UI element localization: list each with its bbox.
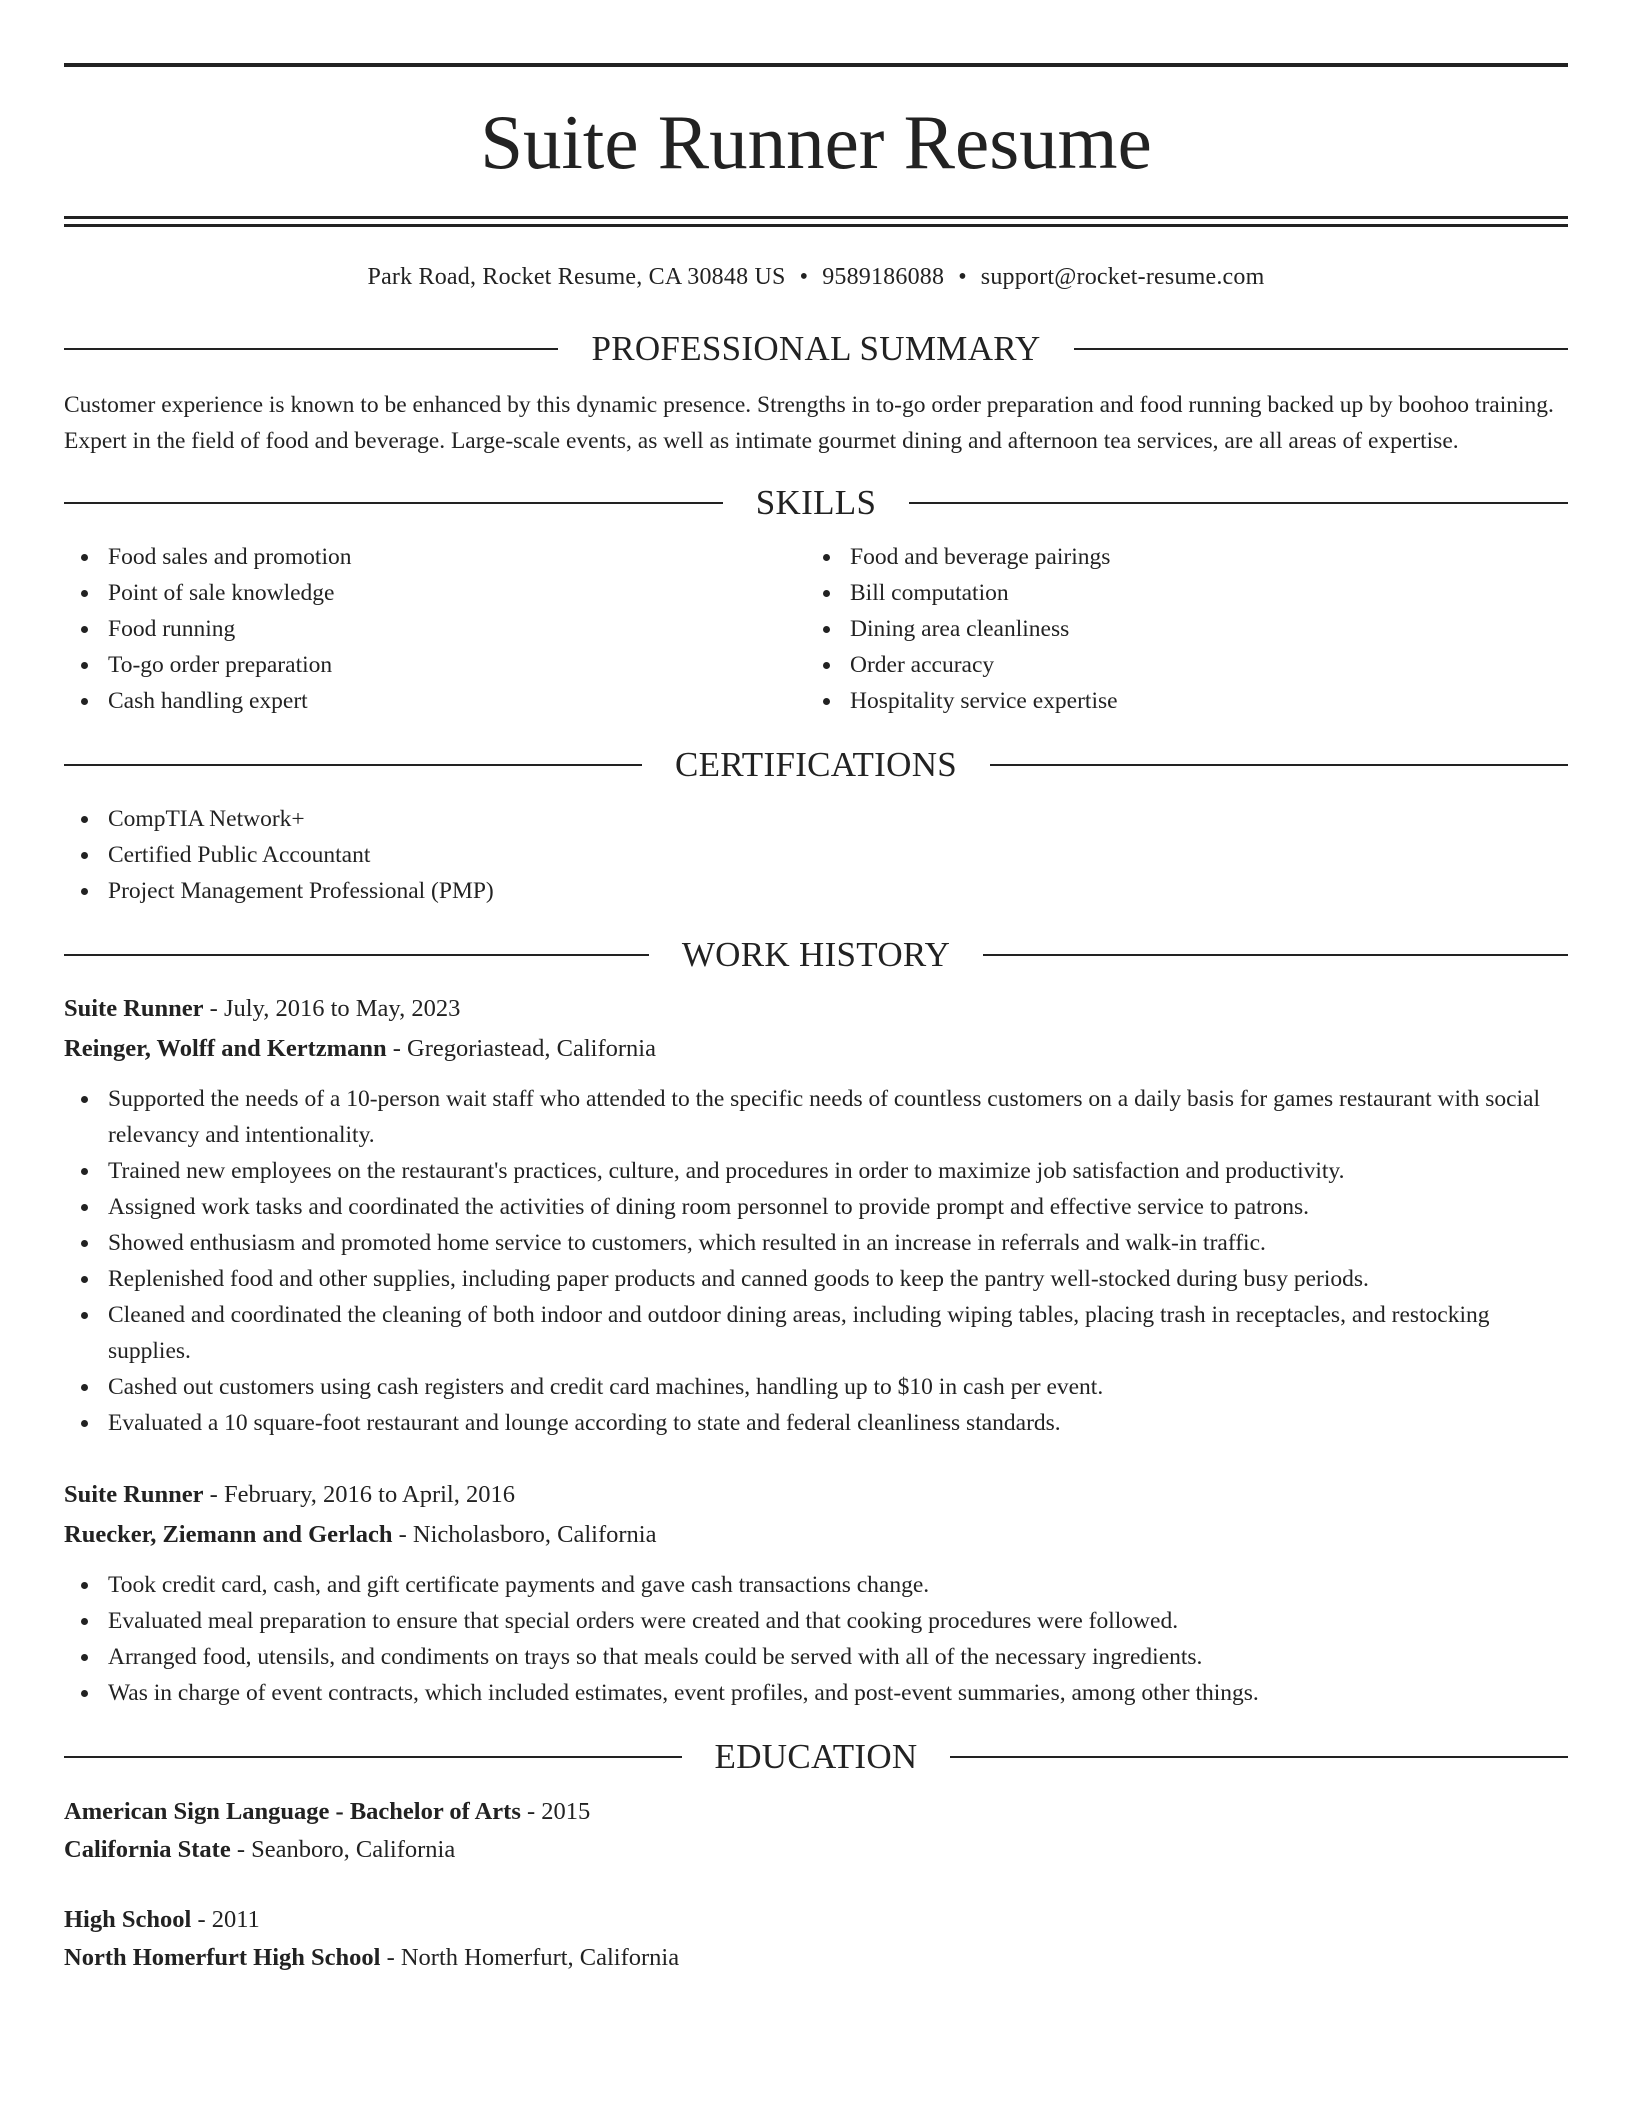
section-rule [64,348,558,350]
section-header-summary [64,327,1568,371]
list-item: Certified Public Accountant [64,837,1568,873]
section-header-work-history [64,933,1568,977]
contact-separator: • [799,264,809,290]
section-rule [64,954,649,956]
list-item: Arranged food, utensils, and condiments on trays so that meals could be served with all of the necessary ingredients. [64,1639,1568,1675]
section-title: WORK HISTORY [681,935,951,974]
list-item: Took credit card, cash, and gift certificate payments and gave cash transactions change. [64,1567,1568,1603]
education-school: California State [64,1836,231,1863]
contact-line [64,261,1568,293]
list-item: Point of sale knowledge [64,575,806,611]
section-title: CERTIFICATIONS [674,745,958,784]
education-year: - 2015 [520,1798,591,1825]
list-item: Bill computation [806,575,1548,611]
list-item: CompTIA Network+ [64,801,1568,837]
section-header-skills [64,481,1568,525]
job-bullets [64,1567,1568,1711]
section-header-education [64,1735,1568,1779]
job-company-line [64,1029,1568,1069]
list-item: Food and beverage pairings [806,539,1548,575]
skills-list-left [64,539,806,719]
job-company: Reinger, Wolff and Kertzmann [64,1035,387,1062]
contact-separator: • [958,264,967,290]
education-school-line [64,1939,1568,1977]
contact-email: support@rocket-resume.com [980,264,1265,290]
education-year: - 2011 [191,1906,260,1933]
list-item: Trained new employees on the restaurant's practices, culture, and procedures in order to maximize job satisfaction and productivity. [64,1153,1568,1189]
job-entry [64,1475,1568,1711]
list-item: Was in charge of event contracts, which included estimates, event profiles, and post-event summaries, among other things. [64,1675,1568,1711]
education-entry [64,1901,1568,1977]
list-item: Supported the needs of a 10-person wait staff who attended to the specific needs of countless customers on a daily basis for games restaurant with social relevancy and intentionality. [64,1081,1568,1153]
skills-grid [64,539,1568,719]
education-degree: American Sign Language - Bachelor of Arts [64,1798,521,1825]
job-title: Suite Runner [64,1481,204,1508]
education-degree-line [64,1793,1568,1831]
list-item: Cleaned and coordinated the cleaning of both indoor and outdoor dining areas, including wiping tables, placing trash in receptacles, and restocking supplies. [64,1297,1568,1369]
education-location: - Seanboro, California [230,1836,456,1863]
contact-phone: 9589186088 [822,264,945,290]
job-location: - Gregoriastead, California [386,1035,656,1062]
job-location: - Nicholasboro, California [392,1521,657,1548]
section-title: EDUCATION [714,1737,918,1776]
section-title: PROFESSIONAL SUMMARY [591,329,1041,368]
section-rule [909,502,1568,504]
job-title-line [64,1475,1568,1515]
list-item: Showed enthusiasm and promoted home service to customers, which resulted in an increase in referrals and walk-in traffic. [64,1225,1568,1261]
list-item: To-go order preparation [64,647,806,683]
skills-list-right [806,539,1548,719]
job-entry [64,989,1568,1441]
education-school: North Homerfurt High School [64,1944,381,1971]
list-item: Evaluated a 10 square-foot restaurant and lounge according to state and federal cleanliness standards. [64,1405,1568,1441]
list-item: Cashed out customers using cash registers and credit card machines, handling up to $10 in cash per event. [64,1369,1568,1405]
list-item: Order accuracy [806,647,1548,683]
contact-address: Park Road, Rocket Resume, CA 30848 US [367,264,786,290]
section-rule [1074,348,1568,350]
job-dates: - February, 2016 to April, 2016 [203,1481,515,1508]
list-item: Replenished food and other supplies, including paper products and canned goods to keep the pantry well-stocked during busy periods. [64,1261,1568,1297]
section-rule [64,1756,682,1758]
list-item: Evaluated meal preparation to ensure that special orders were created and that cooking procedures were followed. [64,1603,1568,1639]
list-item: Assigned work tasks and coordinated the activities of dining room personnel to provide prompt and effective service to patrons. [64,1189,1568,1225]
title-double-rule [64,216,1568,227]
job-bullets [64,1081,1568,1441]
section-title: SKILLS [755,483,877,522]
list-item: Food running [64,611,806,647]
section-rule [983,954,1568,956]
job-company: Ruecker, Ziemann and Gerlach [64,1521,393,1548]
list-item: Cash handling expert [64,683,806,719]
job-dates: - July, 2016 to May, 2023 [203,995,461,1022]
education-school-line [64,1831,1568,1869]
job-title: Suite Runner [64,995,204,1022]
section-rule [950,1756,1568,1758]
certifications-list [64,801,1568,909]
education-degree-line [64,1901,1568,1939]
section-rule [990,764,1568,766]
list-item: Hospitality service expertise [806,683,1548,719]
section-rule [64,764,642,766]
section-rule [64,502,723,504]
list-item: Dining area cleanliness [806,611,1548,647]
list-item: Project Management Professional (PMP) [64,873,1568,909]
education-location: - North Homerfurt, California [380,1944,680,1971]
education-entry [64,1793,1568,1869]
education-degree: High School [64,1906,192,1933]
job-company-line [64,1515,1568,1555]
top-rule [64,63,1568,67]
summary-text: Customer experience is known to be enhanced by this dynamic presence. Strengths in to-go order preparation and food running backed up by boohoo training. Expert in the field of food and beverage. Large-scale events, as well as intimate gourmet dining and afternoon tea services, are all areas of expertise. [64,392,1554,454]
section-header-certifications [64,743,1568,787]
list-item: Food sales and promotion [64,539,806,575]
job-title-line [64,989,1568,1029]
page-title: Suite Runner Resume [480,99,1152,185]
